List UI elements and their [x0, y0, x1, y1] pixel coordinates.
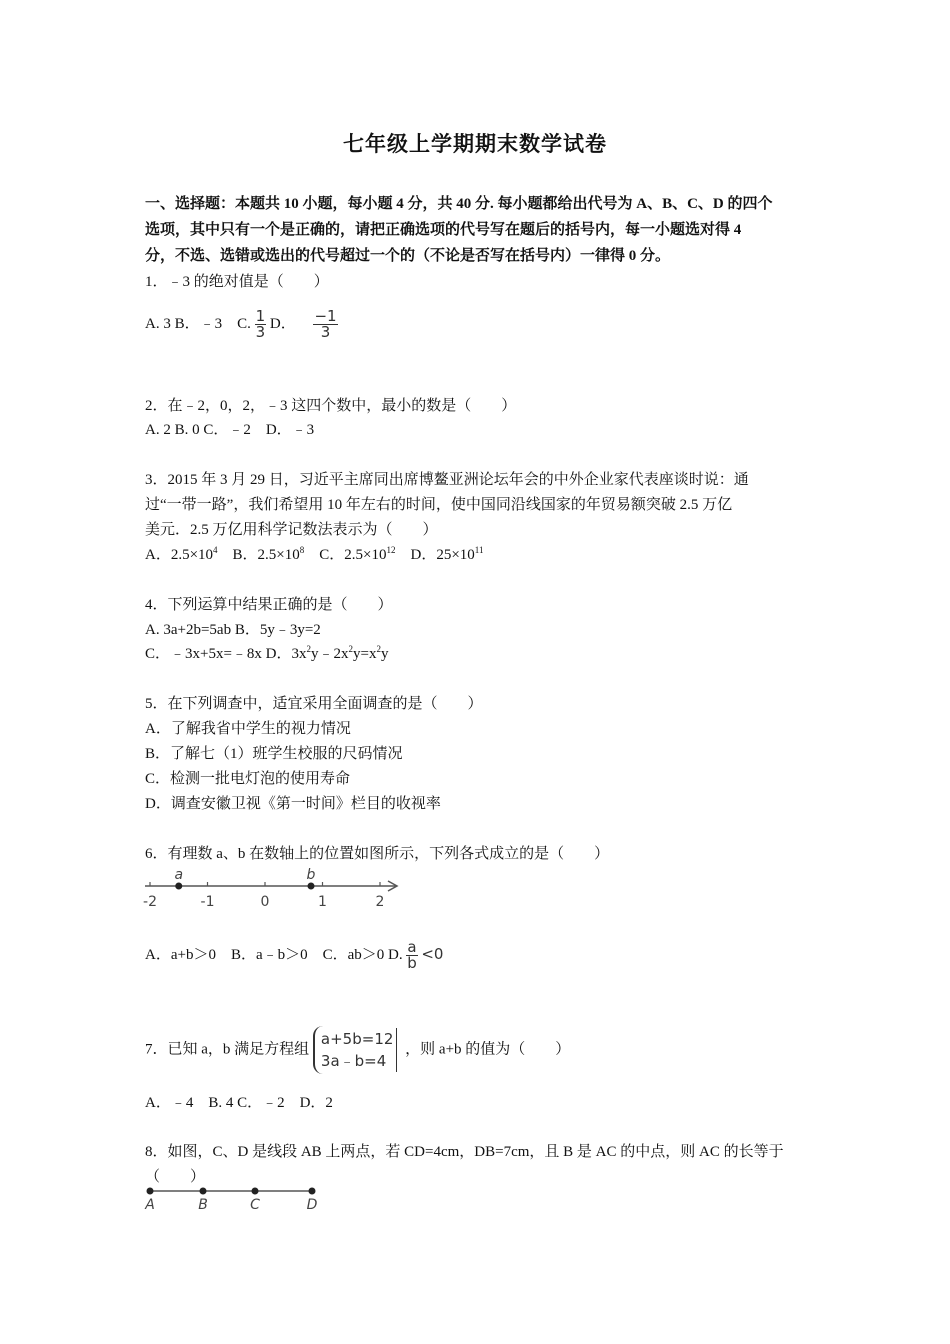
q1-frac-d-num: −1 — [314, 307, 337, 325]
q5-option-a: A．了解我省中学生的视力情况 — [145, 721, 351, 737]
q7-eq-2: 3a﹣b=4 — [321, 1050, 397, 1072]
q6-tick-label: 2 — [375, 894, 385, 910]
q3-stem-line-3: 美元．2.5 万亿用科学记数法表示为（ ） — [145, 522, 438, 538]
q7-stem — [145, 1026, 570, 1074]
q3-option-d: D．25×10 — [410, 547, 475, 563]
q1-options — [145, 309, 338, 340]
q6-point-b — [308, 883, 315, 890]
q8-point-label-D: D — [306, 1197, 318, 1213]
q1-option-d-label: D． — [269, 315, 296, 332]
q8-point-B — [200, 1188, 207, 1195]
q6-tick-label: 0 — [260, 894, 270, 910]
q7-stem-prefix: 7．已知 a，b 满足方程组 — [145, 1041, 310, 1058]
q6-tick-label: -2 — [143, 894, 157, 910]
q1-frac-c-den: 3 — [255, 323, 266, 341]
q8-point-label-A: A — [145, 1197, 155, 1213]
q6-frac-num: a — [407, 938, 417, 956]
q1-stem: 1．﹣3 的绝对值是（ ） — [145, 274, 329, 290]
q6-frac-suffix: <0 — [421, 944, 444, 963]
q4-options-line-2 — [145, 642, 389, 663]
q8-point-label-C: C — [250, 1197, 260, 1213]
q8-point-D — [309, 1188, 316, 1195]
q3-options — [145, 543, 483, 564]
q1-option-d-fraction — [313, 309, 337, 340]
q3-option-c: C．2.5×10 — [319, 547, 387, 563]
q8-point-label-B: B — [198, 1197, 208, 1213]
q7-options: A．﹣4 B. 4 C．﹣2 D．2 — [145, 1095, 333, 1111]
q4-options-line-1: A. 3a+2b=5ab B．5y﹣3y=2 — [145, 622, 321, 638]
q3-stem-line-1: 3．2015 年 3 月 29 日，习近平主席同出席博鳌亚洲论坛年会的中外企业家代表座谈时说：通 — [145, 472, 749, 488]
q1-options-prefix: A. 3 B．﹣3 C. — [145, 315, 251, 332]
q6-option-d-fraction — [406, 940, 417, 971]
q4-line2-part-c: y=x — [353, 646, 377, 662]
section-header-line-3: 分，不选、选错或选出的代号超过一个的（不论是否写在括号内）一律得 0 分。 — [145, 248, 671, 264]
q5-stem: 5．在下列调查中，适宜采用全面调查的是（ ） — [145, 696, 483, 712]
q1-frac-d-den: 3 — [320, 323, 331, 341]
q7-equation-system — [313, 1026, 401, 1074]
q8-stem-line-2: （ ） — [145, 1169, 206, 1185]
q6-options — [145, 940, 443, 971]
q6-tick-label: 1 — [318, 894, 327, 910]
q6-stem: 6．有理数 a、b 在数轴上的位置如图所示，下列各式成立的是（ ） — [145, 846, 610, 862]
q2-stem: 2．在﹣2，0，2，﹣3 这四个数中，最小的数是（ ） — [145, 398, 517, 414]
q4-sup-2: 2 — [348, 644, 354, 654]
q4-line2-part-a: C．﹣3x+5x=﹣8x D．3x — [145, 646, 307, 662]
section-header-line-2: 选项，其中只有一个是正确的，请把正确选项的代号写在题后的括号内，每一小题选对得 4 — [145, 222, 742, 238]
q4-line2-part-b: y﹣2x — [311, 646, 349, 662]
q3-exp-a: 4 — [213, 545, 218, 555]
q8-stem-line-1: 8．如图，C、D 是线段 AB 上两点，若 CD=4cm，DB=7cm，且 B 是 AC 的中点，则 AC 的长等于 — [145, 1144, 784, 1160]
q7-eq-1: a+5b=12 — [321, 1028, 397, 1050]
q5-option-b: B．了解七（1）班学生校服的尺码情况 — [145, 746, 403, 762]
q4-sup-1: 2 — [306, 644, 312, 654]
q5-option-c: C．检测一批电灯泡的使用寿命 — [145, 771, 351, 787]
q6-number-line — [140, 866, 410, 914]
page-title: 七年级上学期期末数学试卷 — [343, 132, 607, 156]
q6-frac-den: b — [407, 954, 417, 972]
q3-exp-d: 11 — [474, 545, 484, 555]
q4-stem: 4．下列运算中结果正确的是（ ） — [145, 597, 393, 613]
section-header-line-1: 一、选择题：本题共 10 小题，每小题 4 分，共 40 分. 每小题都给出代号为 A、B、C、D 的四个 — [145, 196, 773, 212]
q8-point-C — [252, 1188, 259, 1195]
q2-options: A. 2 B. 0 C．﹣2 D．﹣3 — [145, 422, 315, 438]
q3-exp-c: 12 — [386, 545, 396, 555]
q6-point-label-a: a — [174, 867, 184, 883]
q3-option-a: A．2.5×10 — [145, 547, 214, 563]
q1-option-c-fraction — [255, 309, 267, 340]
q5-option-d: D．调查安徽卫视《第一时间》栏目的收视率 — [145, 796, 441, 812]
q6-tick-label: -1 — [200, 894, 215, 910]
q4-line2-part-d: y — [381, 646, 389, 662]
q8-segment-figure — [140, 1182, 330, 1214]
q3-option-b: B．2.5×10 — [232, 547, 300, 563]
q4-sup-3: 2 — [376, 644, 381, 654]
q3-exp-b: 8 — [299, 545, 305, 555]
q6-options-prefix: A．a+b＞0 B．a﹣b＞0 C．ab＞0 D. — [145, 946, 403, 963]
q1-frac-c-num: 1 — [255, 307, 266, 325]
q6-point-label-b: b — [306, 867, 316, 883]
q6-point-a — [175, 883, 182, 890]
q7-stem-suffix: ，则 a+b 的值为（ ） — [405, 1041, 571, 1058]
q3-stem-line-2: 过“一带一路”，我们希望用 10 年左右的时间，使中国同沿线国家的年贸易额突破 2.5 万亿 — [145, 497, 733, 513]
q8-point-A — [147, 1188, 154, 1195]
